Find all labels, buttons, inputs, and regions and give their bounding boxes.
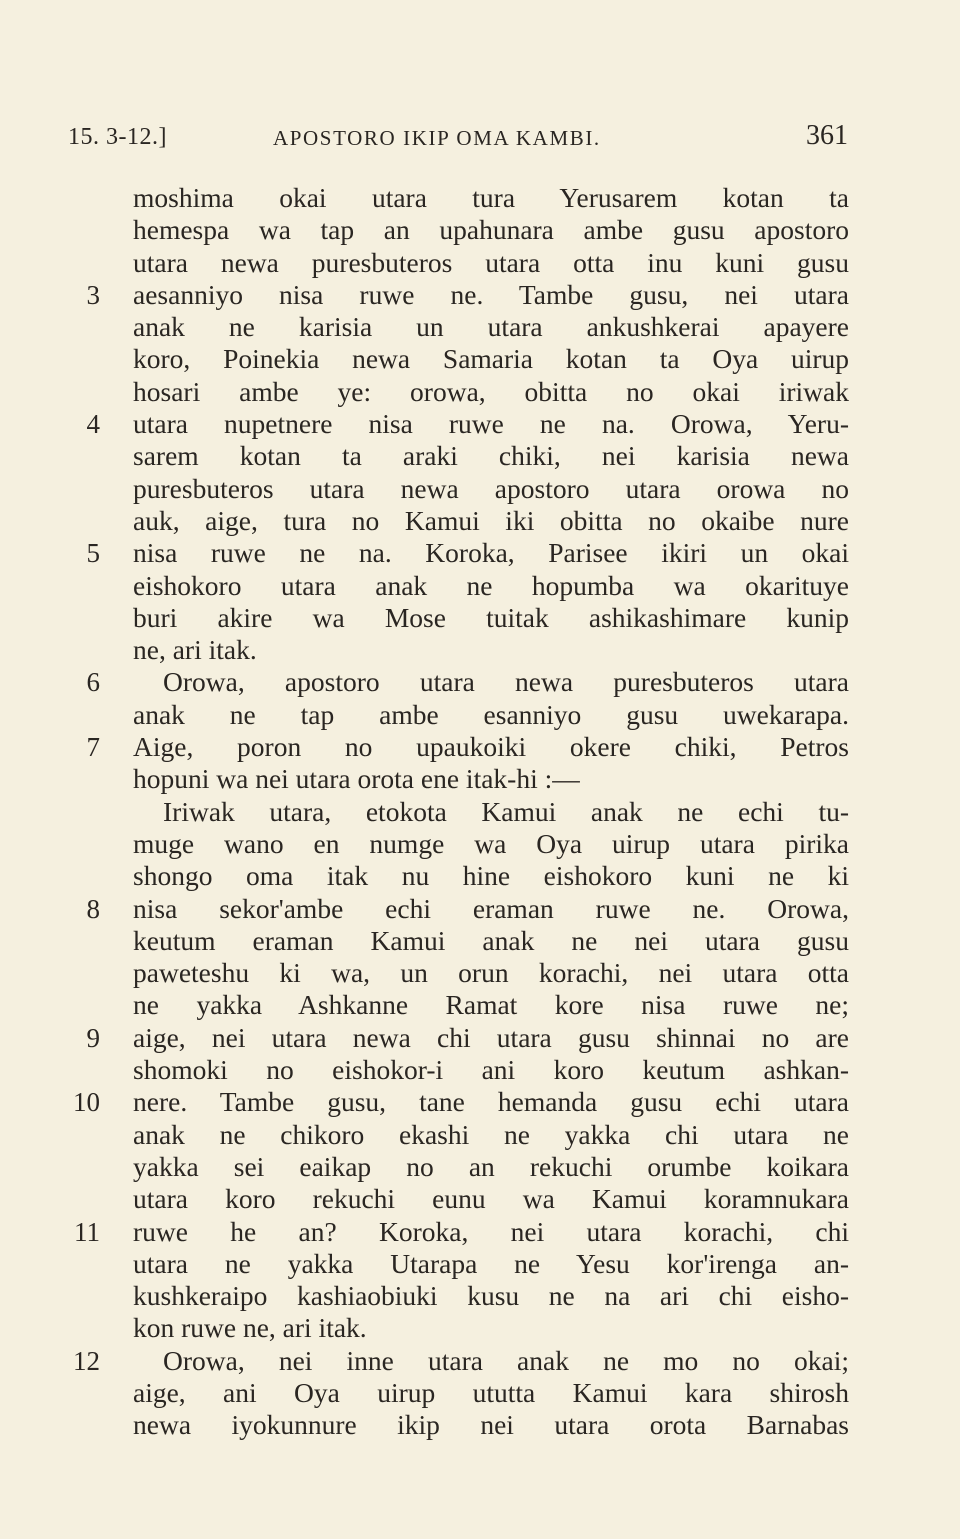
verse-number: 11 <box>74 1216 100 1247</box>
text-line <box>0 1409 960 1441</box>
line-text: aige, nei utara newa chi utara gusu shinnai no are <box>133 1021 849 1053</box>
text-line <box>0 634 960 666</box>
line-text: auk, aige, tura no Kamui iki obitta no okaibe nure <box>133 504 849 536</box>
verse-number: 6 <box>86 667 100 698</box>
text-line <box>0 763 960 795</box>
text-line <box>0 1151 960 1183</box>
line-text: aesanniyo nisa ruwe ne. Tambe gusu, nei utara <box>133 278 849 310</box>
line-text: newa iyokunnure ikip nei utara orota Barnabas <box>133 1409 849 1441</box>
text-line <box>0 828 960 860</box>
chapter-verse-reference: 15. 3-12.] <box>68 124 167 150</box>
line-text: ne yakka Ashkanne Ramat kore nisa ruwe ne; <box>133 989 849 1021</box>
line-text: keutum eraman Kamui anak ne nei utara gusu <box>133 924 849 956</box>
text-line <box>0 1054 960 1086</box>
line-text: nere. Tambe gusu, tane hemanda gusu echi utara <box>133 1086 849 1118</box>
text-line <box>0 699 960 731</box>
line-text: utara newa puresbuteros utara otta inu kuni gusu <box>133 246 849 278</box>
text-line <box>0 376 960 408</box>
body-text <box>0 182 960 1442</box>
text-line <box>0 440 960 472</box>
line-text: anak ne chikoro ekashi ne yakka chi utara ne <box>133 1118 849 1150</box>
text-line <box>0 731 960 763</box>
verse-number: 8 <box>86 893 100 924</box>
line-text: anak ne tap ambe esanniyo gusu uwekarapa. <box>133 698 849 730</box>
text-line <box>0 860 960 892</box>
text-line <box>0 408 960 440</box>
verse-number: 5 <box>86 538 100 569</box>
page-number: 361 <box>806 120 848 151</box>
verse-number: 4 <box>86 409 100 440</box>
line-text: sarem kotan ta araki chiki, nei karisia newa <box>133 440 849 472</box>
text-line <box>0 570 960 602</box>
text-line <box>0 1312 960 1344</box>
text-line <box>0 214 960 246</box>
text-line <box>0 1216 960 1248</box>
page-header <box>68 118 848 158</box>
line-text: muge wano en numge wa Oya uirup utara pirika <box>133 827 849 859</box>
line-text: nisa sekor'ambe echi eraman ruwe ne. Orowa, <box>133 892 849 924</box>
text-line <box>0 1086 960 1118</box>
line-text: buri akire wa Mose tuitak ashikashimare kunip <box>133 601 849 633</box>
verse-number: 12 <box>73 1345 100 1376</box>
text-line <box>0 311 960 343</box>
text-line <box>0 343 960 375</box>
text-line <box>0 279 960 311</box>
line-text: hosari ambe ye: orowa, obitta no okai iriwak <box>133 375 849 407</box>
line-text: kon ruwe ne, ari itak. <box>133 1312 367 1344</box>
line-text: aige, ani Oya uirup ututta Kamui kara shirosh <box>133 1376 849 1408</box>
line-text: kushkeraipo kashiaobiuki kusu ne na ari chi eisho- <box>133 1280 849 1312</box>
text-line <box>0 247 960 279</box>
text-line <box>0 473 960 505</box>
text-line <box>0 505 960 537</box>
text-line <box>0 893 960 925</box>
text-line <box>0 537 960 569</box>
verse-number: 3 <box>86 279 100 310</box>
verse-number: 9 <box>86 1022 100 1053</box>
line-text: hemespa wa tap an upahunara ambe gusu apostoro <box>133 214 849 246</box>
line-text: puresbuteros utara newa apostoro utara orowa no <box>133 472 849 504</box>
line-text: shomoki no eishokor-i ani koro keutum ashkan- <box>133 1054 849 1086</box>
verse-number: 7 <box>86 732 100 763</box>
line-text: paweteshu ki wa, un orun korachi, nei utara otta <box>133 957 849 989</box>
text-line <box>0 1183 960 1215</box>
text-line <box>0 1119 960 1151</box>
line-text: yakka sei eaikap no an rekuchi orumbe koikara <box>133 1150 849 1182</box>
text-line <box>0 1345 960 1377</box>
line-text: utara nupetnere nisa ruwe ne na. Orowa, Yeru- <box>133 408 849 440</box>
line-text: ne, ari itak. <box>133 634 257 666</box>
text-line <box>0 1022 960 1054</box>
text-line <box>0 666 960 698</box>
text-line <box>0 925 960 957</box>
running-title: APOSTORO IKIP OMA KAMBI. <box>273 126 601 150</box>
text-line <box>0 1280 960 1312</box>
text-line <box>0 957 960 989</box>
text-line <box>0 1248 960 1280</box>
line-text: hopuni wa nei utara orota ene itak-hi :— <box>133 763 580 795</box>
line-text: Orowa, apostoro utara newa puresbuteros utara <box>163 666 849 698</box>
line-text: koro, Poinekia newa Samaria kotan ta Oya uirup <box>133 343 849 375</box>
text-line <box>0 796 960 828</box>
line-text: Orowa, nei inne utara anak ne mo no okai; <box>163 1344 849 1376</box>
verse-number: 10 <box>73 1087 100 1118</box>
text-line <box>0 182 960 214</box>
line-text: shongo oma itak nu hine eishokoro kuni ne ki <box>133 860 849 892</box>
text-line <box>0 1377 960 1409</box>
line-text: Aige, poron no upaukoiki okere chiki, Petros <box>133 731 849 763</box>
line-text: anak ne karisia un utara ankushkerai apayere <box>133 311 849 343</box>
line-text: Iriwak utara, etokota Kamui anak ne echi tu- <box>163 795 849 827</box>
line-text: ruwe he an? Koroka, nei utara korachi, chi <box>133 1215 849 1247</box>
line-text: moshima okai utara tura Yerusarem kotan ta <box>133 182 849 213</box>
text-line <box>0 602 960 634</box>
text-line <box>0 989 960 1021</box>
line-text: eishokoro utara anak ne hopumba wa okarituye <box>133 569 849 601</box>
line-text: utara koro rekuchi eunu wa Kamui koramnukara <box>133 1183 849 1215</box>
line-text: nisa ruwe ne na. Koroka, Parisee ikiri un okai <box>133 537 849 569</box>
line-text: utara ne yakka Utarapa ne Yesu kor'irenga an- <box>133 1247 849 1279</box>
